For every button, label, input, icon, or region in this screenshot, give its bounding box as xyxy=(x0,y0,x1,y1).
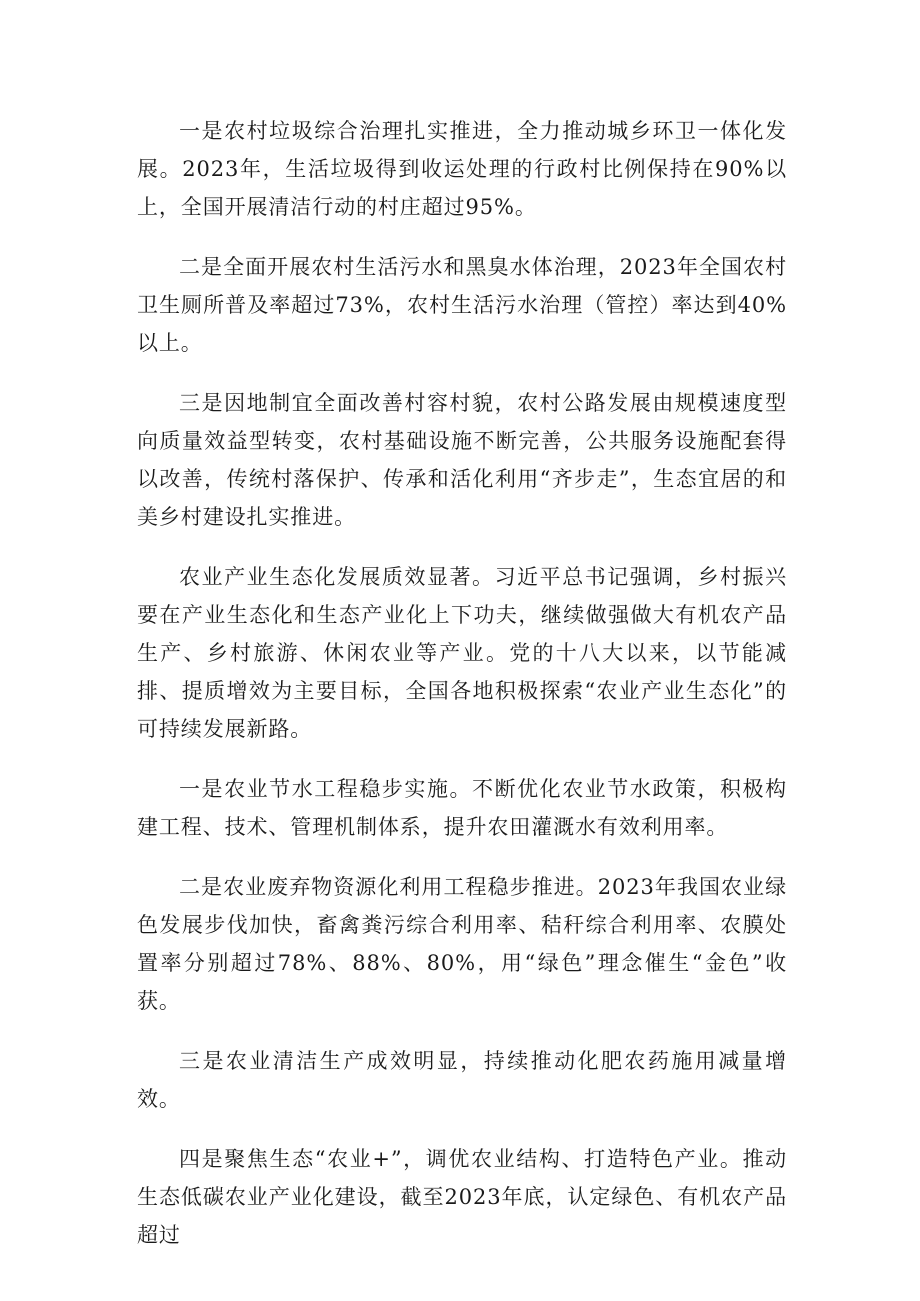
document-body xyxy=(137,112,787,1276)
paragraph-clean-production: 三是农业清洁生产成效明显，持续推动化肥农药施用减量增效。 xyxy=(137,1049,787,1111)
paragraph-waste-utilization: 二是农业废弃物资源化利用工程稳步推进。2023年我国农业绿色发展步伐加快，畜禽粪污综合利用率、秸秆综合利用率、农膜处置率分别超过78%、88%、80%，用“绿色”理念催生“金色”收获。 xyxy=(137,875,787,1013)
paragraph-water-saving: 一是农业节水工程稳步实施。不断优化农业节水政策，积极构建工程、技术、管理机制体系，提升农田灌溉水有效利用率。 xyxy=(137,777,787,839)
paragraph-agri-ecology: 农业产业生态化发展质效显著。习近平总书记强调，乡村振兴要在产业生态化和生态产业化上下功夫，继续做强做大有机农产品生产、乡村旅游、休闲农业等产业。党的十八大以来，以节能减排、提质增效为主要目标，全国各地积极探索“农业产业生态化”的可持续发展新路。 xyxy=(137,565,787,741)
paragraph-sewage-treatment: 二是全面开展农村生活污水和黑臭水体治理，2023年全国农村卫生厕所普及率超过73%，农村生活污水治理（管控）率达到40%以上。 xyxy=(137,255,787,355)
paragraph-eco-agriculture-plus: 四是聚焦生态“农业+”，调优农业结构、打造特色产业。推动生态低碳农业产业化建设，截至2023年底，认定绿色、有机农产品超过 xyxy=(137,1147,787,1247)
paragraph-village-appearance: 三是因地制宜全面改善村容村貌，农村公路发展由规模速度型向质量效益型转变，农村基础设施不断完善，公共服务设施配套得以改善，传统村落保护、传承和活化利用“齐步走”，生态宜居的和美乡村建设扎实推进。 xyxy=(137,391,787,529)
paragraph-rural-garbage: 一是农村垃圾综合治理扎实推进，全力推动城乡环卫一体化发展。2023年，生活垃圾得到收运处理的行政村比例保持在90%以上，全国开展清洁行动的村庄超过95%。 xyxy=(137,119,787,219)
